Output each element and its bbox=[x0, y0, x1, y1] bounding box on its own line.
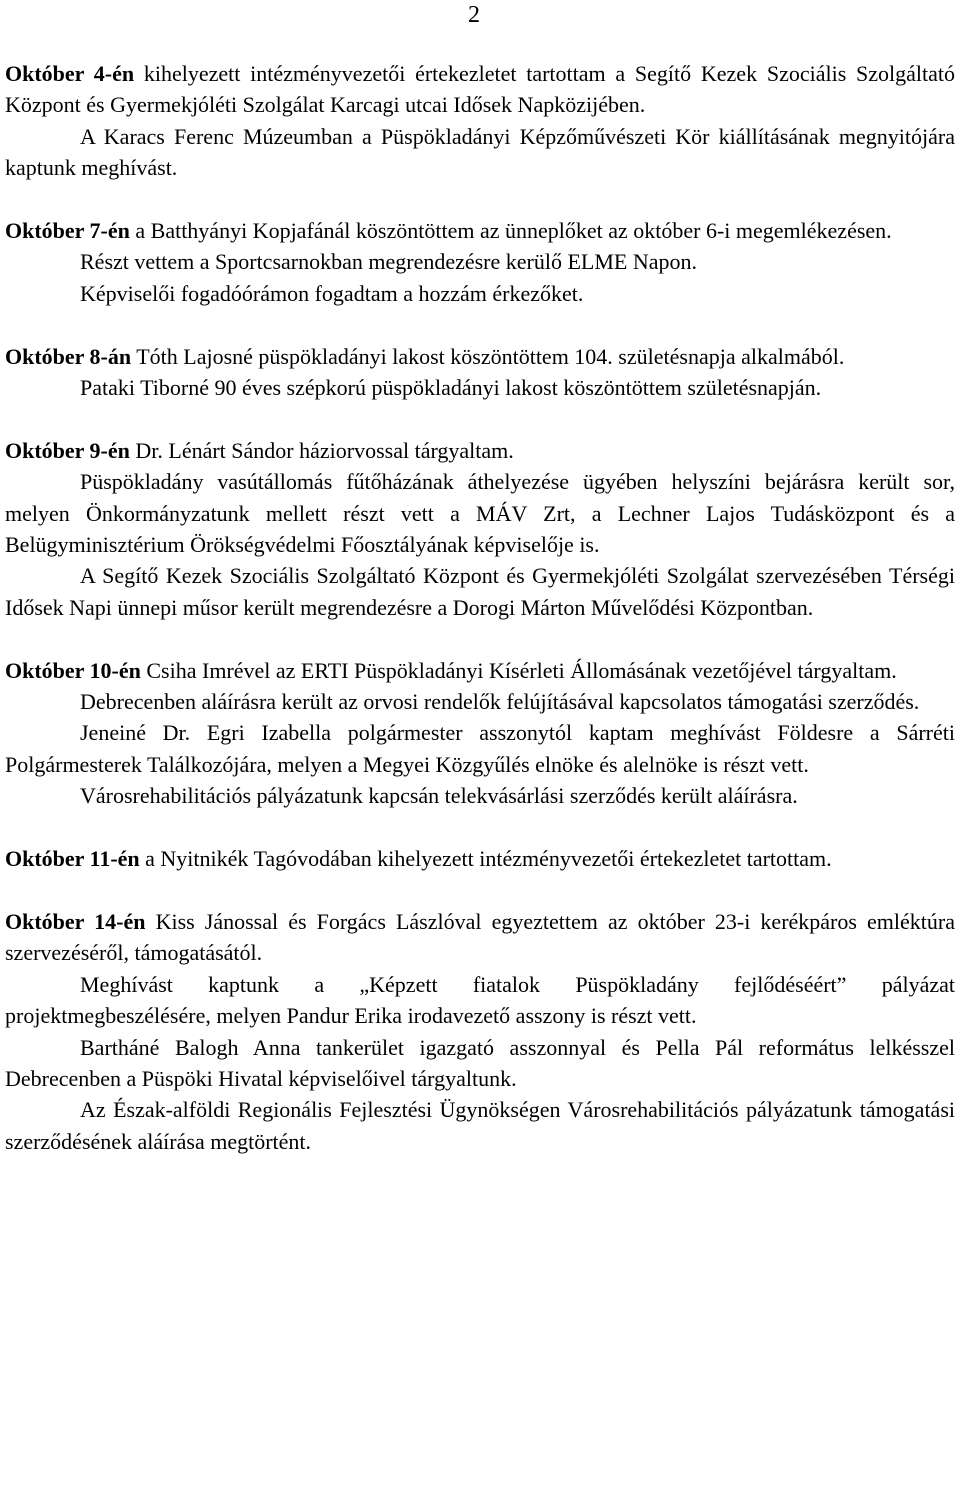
entry-paragraph: Pataki Tiborné 90 éves szépkorú püspökladányi lakost köszöntöttem születésnapján. bbox=[80, 375, 822, 401]
page-number: 2 bbox=[468, 2, 480, 28]
entry-text: a Nyitnikék Tagóvodában kihelyezett intézményvezetői értekezletet tartottam. bbox=[139, 846, 832, 872]
entry-paragraph: Városrehabilitációs pályázatunk kapcsán telekvásárlási szerződés került aláírásra. bbox=[80, 783, 798, 809]
entry-paragraph bbox=[5, 435, 955, 466]
section-gap bbox=[5, 309, 955, 340]
entry-paragraph: Bartháné Balogh Anna tankerület igazgató asszonnyal és Pella Pál református lelkésszel Debrecenben a Püspöki Hivatal képviselőivel tárgyaltunk. bbox=[5, 1034, 955, 1091]
entry-text: Dr. Lénárt Sándor háziorvossal tárgyaltam. bbox=[129, 437, 514, 463]
entry-paragraph: Képviselői fogadóórámon fogadtam a hozzám érkezőket. bbox=[80, 280, 584, 306]
section-gap bbox=[5, 184, 955, 215]
entry-paragraph bbox=[5, 341, 955, 372]
entry-paragraph bbox=[5, 906, 955, 969]
entry-text: Kiss Jánossal és Forgács Lászlóval egyeztettem az október 23-i kerékpáros emléktúra szervezéséről, támogatásától. bbox=[5, 908, 955, 966]
entry-paragraph: Debrecenben aláírásra került az orvosi rendelők felújításával kapcsolatos támogatási szerződés. bbox=[80, 689, 920, 715]
entry-date: Október 14-én bbox=[5, 908, 146, 934]
entry-paragraph bbox=[5, 58, 955, 121]
section-gap bbox=[5, 812, 955, 843]
entry-date: Október 4-én bbox=[5, 61, 135, 86]
entry-paragraph: Az Észak-alföldi Regionális Fejlesztési Ügynökségen Városrehabilitációs pályázatunk támogatási szerződésének aláírása megtörtént. bbox=[5, 1097, 955, 1154]
entry-text: kihelyezett intézményvezetői értekezletet tartottam a Segítő Kezek Szociális Szolgáltató Központ és Gyermekjóléti Szolgálat Karcagi utcai Idősek Napközijében. bbox=[5, 61, 956, 118]
entry-paragraph bbox=[5, 843, 955, 874]
entry-date: Október 7-én bbox=[5, 218, 130, 244]
entry-date: Október 9-én bbox=[5, 437, 130, 463]
entry-date: Október 10-én bbox=[5, 657, 141, 683]
section-gap bbox=[5, 874, 955, 905]
entry-date: Október 8-án bbox=[5, 343, 132, 369]
entry-text: a Batthyányi Kopjafánál köszöntöttem az ünneplőket az október 6-i megemlékezésen. bbox=[129, 218, 892, 244]
document-body bbox=[5, 58, 955, 1157]
section-gap bbox=[5, 623, 955, 654]
entry-text: Csiha Imrével az ERTI Püspökladányi Kísérleti Állomásának vezetőjével tárgyaltam. bbox=[140, 657, 897, 683]
entry-paragraph bbox=[5, 215, 955, 246]
entry-paragraph: Részt vettem a Sportcsarnokban megrendezésre kerülő ELME Napon. bbox=[80, 249, 698, 275]
entry-paragraph: Jeneiné Dr. Egri Izabella polgármester asszonytól kaptam meghívást Földesre a Sárréti Polgármesterek Találkozójára, melyen a Megyei Közgyűlés elnöke és alelnöke is részt vett. bbox=[5, 720, 955, 777]
entry-paragraph: A Segítő Kezek Szociális Szolgáltató Központ és Gyermekjóléti Szolgálat szervezésében Térségi Idősek Napi ünnepi műsor került megrendezésre a Dorogi Márton Művelődési Központban. bbox=[5, 563, 955, 620]
entry-paragraph: A Karacs Ferenc Múzeumban a Püspökladányi Képzőművészeti Kör kiállításának megnyitójára kaptunk meghívást. bbox=[5, 123, 955, 181]
entry-date: Október 11-én bbox=[5, 846, 140, 872]
entry-paragraph bbox=[5, 655, 955, 686]
entry-text: Tóth Lajosné püspökladányi lakost köszöntöttem 104. születésnapja alkalmából. bbox=[131, 343, 845, 369]
entry-paragraph: Püspökladány vasútállomás fűtőházának áthelyezése ügyében helyszíni bejárásra került sor, melyen Önkormányzatunk mellett részt vett a MÁV Zrt, a Lechner Lajos Tudásközpont és a Belügyminisztérium Örökségvédelmi Főosztályának képviselője is. bbox=[5, 469, 955, 558]
section-gap bbox=[5, 403, 955, 434]
entry-paragraph: Meghívást kaptunk a „Képzett fiatalok Püspökladány fejlődéséért” pályázat projektmegbeszélésére, melyen Pandur Erika irodavezető asszony is részt vett. bbox=[5, 971, 955, 1029]
